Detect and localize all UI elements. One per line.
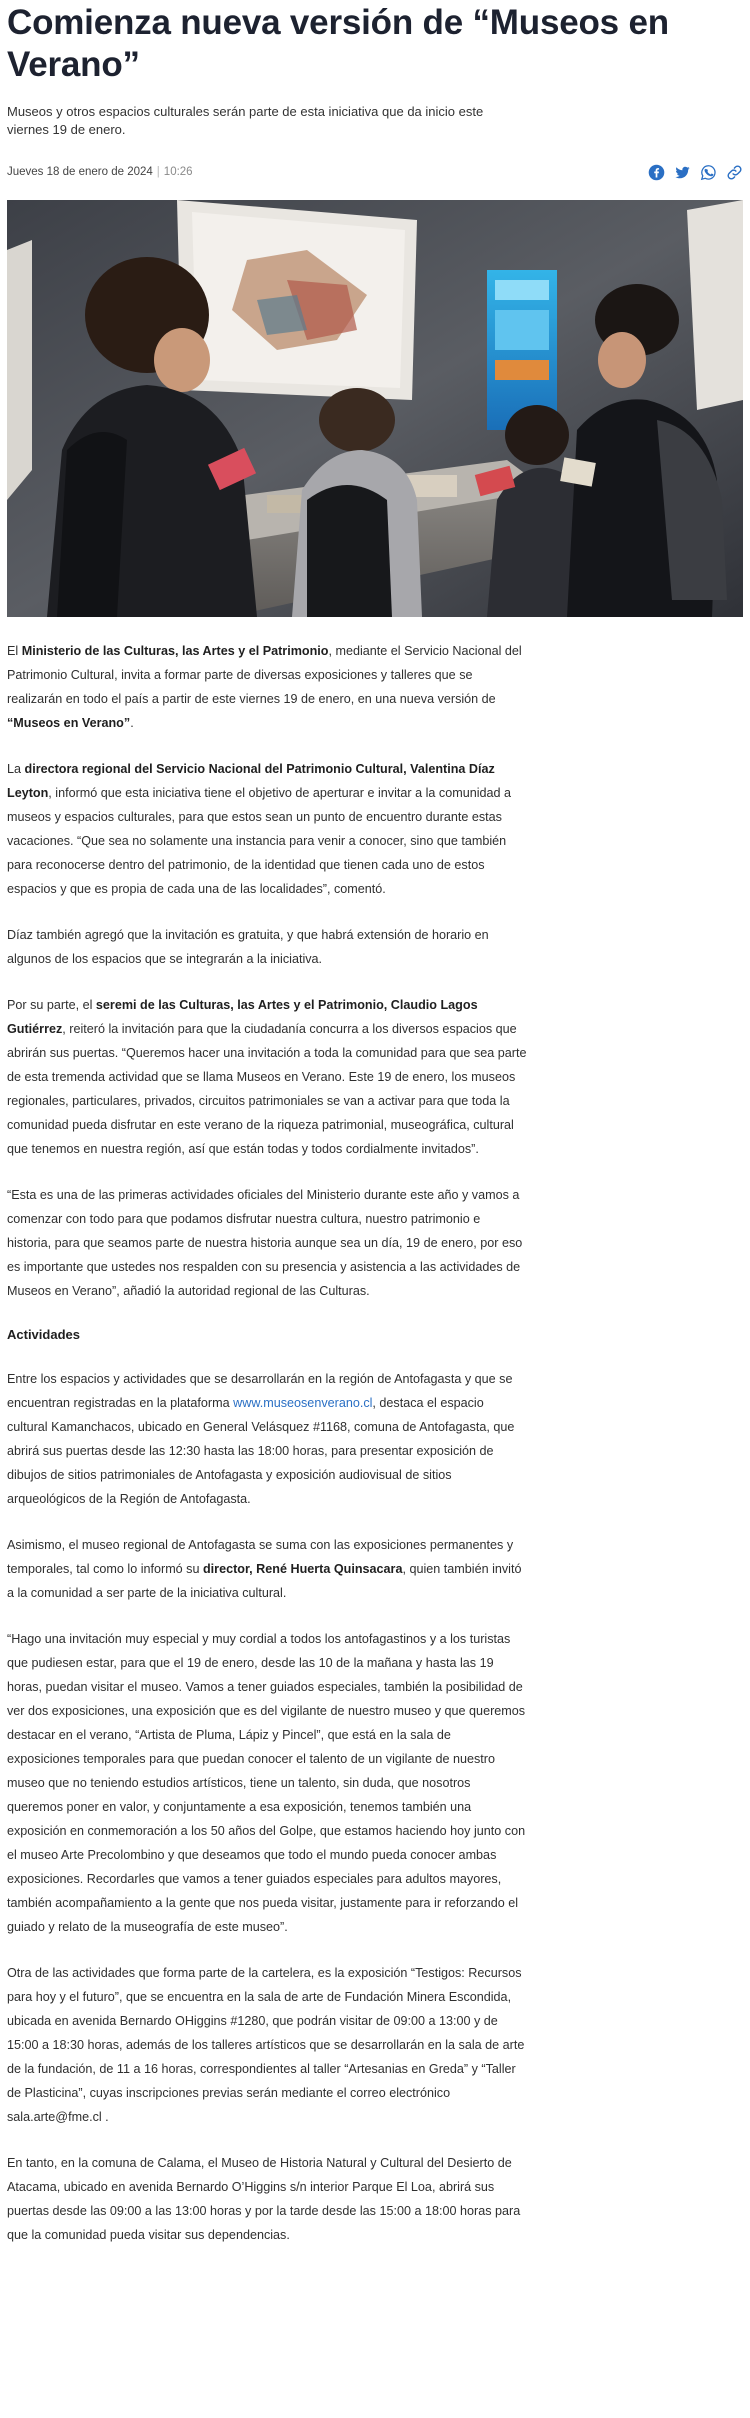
paragraph-1: El Ministerio de las Culturas, las Artes y el Patrimonio, mediante el Servicio Nacional del Patrimonio Cultural, invita a formar parte de diversas exposiciones y talleres que se realizarán en todo el país a partir de este viernes 19 de enero, en una nueva versión de “Museos en Verano”. [7,644,522,730]
paragraph-9: Otra de las actividades que forma parte de la cartelera, es la exposición “Testigos: Recursos para hoy y el futuro”, que se encuentra en la sala de arte de Fundación Minera Escondida, ubicada en avenida Bernardo OHiggins #1280, que podrán visitar de 09:00 a 13:00 y de 15:00 a 18:30 horas, además de los talleres artísticos que se desarrollarán en la sala de arte de la fundación, de 11 a 16 horas, correspondientes al taller “Artesanias en Greda” y “Taller de Plasticina”, cuyas inscripciones previas serán mediante el correo electrónico sala.arte@fme.cl . [7,1966,525,2124]
article-date: Jueves 18 de enero de 2024 [7,166,153,178]
museosenverano-link[interactable]: www.museosenverano.cl [233,1396,373,1410]
paragraph-7: Asimismo, el museo regional de Antofagasta se suma con las exposiciones permanentes y temporales, tal como lo informó su director, René Huerta Quinsacara, quien también invitó a la comunidad a ser parte de la iniciativa cultural. [7,1538,522,1600]
twitter-icon[interactable] [674,164,691,181]
article-title: Comienza nueva versión de “Museos en Verano” [7,3,669,84]
section-heading-actividades: Actividades [7,1327,80,1342]
whatsapp-icon[interactable] [700,164,717,181]
article-meta-row [7,161,743,183]
article-body [7,639,527,2247]
paragraph-10: En tanto, en la comuna de Calama, el Museo de Historia Natural y Cultural del Desierto de Atacama, ubicado en avenida Bernardo O’Higgins s/n interior Parque El Loa, abrirá sus puertas desde las 09:00 a las 13:00 horas y por la tarde desde las 15:00 a 18:00 horas para que la comunidad pueda visitar sus dependencias. [7,2156,521,2242]
article-hero-image [7,200,743,617]
share-bar [648,164,743,181]
museum-visitors-photo [7,200,743,617]
link-icon[interactable] [726,164,743,181]
article-time: 10:26 [163,166,193,178]
article-lead: Museos y otros espacios culturales serán parte de esta iniciativa que da inicio este viernes 19 de enero. [7,104,484,137]
paragraph-2: La directora regional del Servicio Nacional del Patrimonio Cultural, Valentina Díaz Leyton, informó que esta iniciativa tiene el objetivo de aperturar e invitar a la comunidad a museos y espacios culturales, para que estos sean un punto de encuentro durante estas vacaciones. “Que sea no solamente una instancia para venir a conocer, sino que también para reconocerse dentro del patrimonio, de la identidad que tienen cada uno de estos espacios y que es propia de cada una de las localidades”, comentó. [7,762,512,896]
paragraph-8: “Hago una invitación muy especial y muy cordial a todos los antofagastinos y a los turistas que pudiesen estar, para que el 19 de enero, desde las 10 de la mañana y hasta las 19 horas, puedan visitar el museo. Vamos a tener guiados especiales, también la posibilidad de ver dos exposiciones, una exposición que es del vigilante de nuestro museo y que queremos destacar en el verano, “Artista de Pluma, Lápiz y Pincel”, que está en la sala de exposiciones temporales para que puedan conocer el talento de un vigilante de nuestro museo que no teniendo estudios artísticos, tiene un talento, sin duda, que nosotros queremos poner en valor, y conjuntamente a esa exposición, tenemos también una exposición en conmemoración a los 50 años del Golpe, que estamos haciendo hoy junto con el museo Arte Precolombino y que deseamos que todo el mundo pueda conocer ambas exposiciones. Recordarles que vamos a tener guiados especiales para adultos mayores, también acompañamiento a la gente que nos pueda visitar, justamente para ir reforzando el guiado y relato de la museografía de este museo”. [7,1632,526,1934]
meta-separator: | [156,166,160,178]
paragraph-5: “Esta es una de las primeras actividades oficiales del Ministerio durante este año y vamos a comenzar con todo para que podamos disfrutar nuestra cultura, nuestro patrimonio e historia, para que seamos parte de nuestra historia aunque sea un día, 19 de enero, por eso es importante que ustedes nos respalden con su presencia y asistencia a las actividades de Museos en Verano”, añadió la autoridad regional de las Culturas. [7,1188,523,1298]
paragraph-3: Díaz también agregó que la invitación es gratuita, y que habrá extensión de horario en algunos de los espacios que se integrarán a la iniciativa. [7,928,489,966]
article-meta [7,166,193,178]
facebook-icon[interactable] [648,164,665,181]
paragraph-4: Por su parte, el seremi de las Culturas, las Artes y el Patrimonio, Claudio Lagos Gutiérrez, reiteró la invitación para que la ciudadanía concurra a los diversos espacios que abrirán sus puertas. “Queremos hacer una invitación a toda la comunidad para que sea parte de esta tremenda actividad que se llama Museos en Verano. Este 19 de enero, los museos regionales, particulares, privados, circuitos patrimoniales se van a activar para que toda la comunidad pueda disfrutar en este verano de la riqueza patrimonial, museográfica, cultural que tenemos en nuestra región, así que están todas y todos cordialmente invitados”. [7,998,527,1156]
paragraph-6: Entre los espacios y actividades que se desarrollarán en la región de Antofagasta y que se encuentran registradas en la plataforma www.museosenverano.cl, destaca el espacio cultural Kamanchacos, ubicado en General Velásquez #1168, comuna de Antofagasta, que abrirá sus puertas desde las 12:30 hasta las 18:00 horas, para presentar exposición de dibujos de sitios patrimoniales de Antofagasta y exposición audiovisual de sitios arqueológicos de la Región de Antofagasta. [7,1372,515,1506]
